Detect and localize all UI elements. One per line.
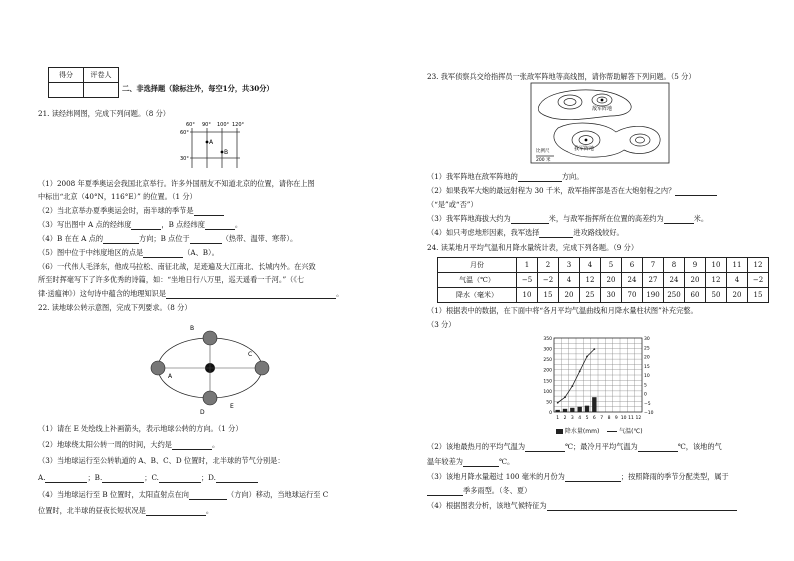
q22-title: 22. 读地球公转示意图，完成下列要求。（8 分） <box>38 303 192 312</box>
q24-line-2: （3 分） <box>427 320 456 329</box>
y-right-tick: −5 <box>644 401 651 407</box>
q24-line-1: （1）根据表中的数据，在下面中将“各月平均气温曲线和月降水量柱状图”补充完整。 <box>427 306 698 315</box>
q21-title: 21. 读经纬网图，完成下列问题。（8 分） <box>38 109 170 118</box>
q24-title: 24. 读某地月平均气温和月降水量统计表，完成下列各题。（9 分） <box>427 243 639 252</box>
q23-line-5: （4）如只考虑地形因素，我军选择 进攻路线较好。 <box>427 228 624 237</box>
y-left-tick: 250 <box>543 358 552 364</box>
precip-bar <box>585 406 589 412</box>
q23-title: 23. 我军侦察兵交给指挥员一张敌军阵地等高线图，请你帮助解答下列问题。（5 分） <box>427 72 696 81</box>
x-tick: 7 <box>600 416 604 421</box>
y-right-tick: 30 <box>644 337 650 342</box>
answer-blank[interactable] <box>511 215 549 224</box>
earth-orbit-diagram <box>148 318 278 418</box>
grid-point-a: A <box>209 139 214 146</box>
q21-line-8: 所至时挥毫写下了许多优秀的诗篇，如：“坐地日行八万里，巡天遥看一千河。”（《七 <box>38 275 305 284</box>
y-left-tick: 100 <box>543 389 552 395</box>
earth-icon-d <box>203 391 217 405</box>
score-box <box>48 67 119 98</box>
y-left-tick: 150 <box>543 379 552 385</box>
score-empty[interactable] <box>49 83 84 98</box>
y-right-tick: 5 <box>644 383 647 389</box>
contour-map <box>530 82 670 164</box>
answer-blank[interactable] <box>205 221 235 230</box>
precip-bar <box>592 397 596 412</box>
q23-line-3: （“是”或“否”） <box>427 200 478 209</box>
table-row-label: 气温（℃） <box>438 273 517 288</box>
x-tick: 5 <box>585 416 589 421</box>
q21-line-5: （4）B 在在 A 点的 方向；B 点位于 （热带、温带、寒带）。 <box>38 234 298 243</box>
answer-blank[interactable] <box>103 235 139 244</box>
y-right-tick: 10 <box>644 374 650 379</box>
q22-line-3: （3）当地球运行至公转轨道的 A、B、C、D 位置时，北半球的节气分别是： <box>38 456 285 465</box>
y-right-tick: −10 <box>644 411 654 416</box>
q24-line-3: （2）该地最热月的平均气温为 ℃；最冷月平均气温为 ℃，该地的气 <box>427 442 722 451</box>
y-left-tick: 200 <box>543 368 552 374</box>
x-tick: 10 <box>620 416 627 421</box>
answer-blank[interactable] <box>143 249 183 258</box>
answer-blank[interactable] <box>664 215 694 224</box>
y-right-tick: 20 <box>644 355 650 361</box>
grid-top-label: 120° <box>232 122 245 128</box>
q22-line-4: A. ；B. ；C. ；D. <box>38 473 258 483</box>
q22-line-6: 位置时，北半球的昼夜长短状况是 。 <box>38 506 214 515</box>
answer-blank[interactable] <box>638 443 678 452</box>
q21-line-4: （3）写出图中 A 点的经纬度 ，B 点经纬度 。 <box>38 220 243 229</box>
answer-blank[interactable] <box>190 235 222 244</box>
climate-chart <box>532 332 668 432</box>
answer-blank[interactable] <box>189 491 227 500</box>
answer-blank[interactable] <box>675 187 717 196</box>
map-label-my-position: 我军阵地 <box>574 146 595 152</box>
y-left-tick: 50 <box>546 400 552 406</box>
q24-line-5: （3）该地月降水量超过 100 毫米的月份为 ；按照降雨的季节分配类型，属于 <box>427 472 729 481</box>
answer-blank[interactable] <box>547 502 737 511</box>
orbit-label-a: A <box>168 373 173 380</box>
temperature-point <box>557 402 559 404</box>
x-tick: 11 <box>628 416 634 421</box>
x-tick: 6 <box>592 416 596 421</box>
q23-line-1: （1）我军阵地在敌军阵地的 方向。 <box>427 172 584 181</box>
answer-blank[interactable] <box>565 473 621 482</box>
answer-blank[interactable] <box>463 458 499 467</box>
temperature-point <box>571 385 573 387</box>
answer-blank[interactable] <box>159 474 201 483</box>
x-tick: 1 <box>556 416 560 421</box>
map-scale-label: 比例尺 <box>536 149 550 154</box>
answer-blank[interactable] <box>539 229 573 238</box>
q22-line-5: （4）当地球运行至 B 位置时，太阳直射点在向 （方向）移动，当地球运行至 C <box>38 490 329 499</box>
map-scale-value: 200 米 <box>536 158 551 163</box>
x-tick: 3 <box>570 416 574 421</box>
y-left-tick: 350 <box>543 337 552 342</box>
q22-line-1: （1）请在 E 处绘线上补画箭头，表示地球公转的方向。（1 分） <box>38 424 243 433</box>
orbit-label-e: E <box>230 403 234 410</box>
q21-line-7: （6）一代伟人毛泽东，他成马拉松、南征北战，足迹遍及大江南北、长城内外。在兴致 <box>38 262 316 271</box>
legend-precip: 降水量(mm) <box>564 428 600 435</box>
x-tick: 2 <box>563 416 567 421</box>
chart-legend <box>556 426 643 435</box>
orbit-label-b: B <box>190 325 195 332</box>
y-right-tick: 0 <box>644 392 647 398</box>
section-title: 二、非选择题（除标注外，每空1分，共30分） <box>122 84 274 93</box>
grader-empty[interactable] <box>84 83 119 98</box>
grid-top-label: 100° <box>217 122 230 128</box>
q21-line-2: 中标出“北京（40°N，116°E）” 的位置。（1 分） <box>38 192 197 201</box>
lat-lon-grid <box>180 120 260 175</box>
map-label-enemy-position: 敌军阵地 <box>592 106 613 112</box>
y-right-tick: 25 <box>644 346 650 352</box>
x-tick: 8 <box>607 416 611 421</box>
answer-blank[interactable] <box>102 474 144 483</box>
answer-blank[interactable] <box>172 441 212 450</box>
q21-line-3: （2）当北京举办夏季奥运会时，南半球的季节是 <box>38 206 224 216</box>
table-row: 气温（℃） −5 −2 4 12 20 24 27 24 20 12 4 −2 <box>438 273 769 288</box>
legend-line-swatch <box>607 431 617 432</box>
q24-line-7: （4）根据图表分析，该地气候特征为 <box>427 501 737 511</box>
earth-icon-c <box>255 361 269 375</box>
climate-table <box>437 257 769 303</box>
grid-top-label: 60° <box>186 122 195 128</box>
answer-blank[interactable] <box>45 474 87 483</box>
answer-blank[interactable] <box>525 443 565 452</box>
q21-line-1: （1）2008 年夏季奥运会我国北京举行。许多外国朋友不知道北京的位置，请你在上图 <box>38 179 315 188</box>
q24-line-4: 温年较差为 ℃。 <box>427 457 515 466</box>
orbit-label-c: C <box>248 351 253 358</box>
temperature-point <box>564 396 566 398</box>
temperature-point <box>593 348 595 350</box>
answer-blank[interactable] <box>166 290 336 299</box>
temperature-point <box>579 370 581 372</box>
precip-bar <box>577 407 581 412</box>
grader-cell: 评卷人 <box>84 68 119 83</box>
orbit-label-d: D <box>200 409 205 416</box>
q21-line-6: （5）图中位于中纬度地区的点是 （A、B）。 <box>38 248 219 257</box>
y-left-tick: 0 <box>549 411 552 416</box>
legend-temp: 气温(℃) <box>619 428 643 435</box>
grid-point-b: B <box>224 149 229 156</box>
answer-blank[interactable] <box>216 474 258 483</box>
x-tick: 4 <box>578 416 582 421</box>
precip-bar <box>563 409 567 412</box>
grid-left-label: 30° <box>180 156 189 162</box>
q24-line-6: 季多雨型。（冬、夏） <box>427 486 531 496</box>
answer-blank[interactable] <box>194 207 224 216</box>
table-row-label: 月份 <box>438 258 517 273</box>
grid-left-label: 60° <box>180 130 189 136</box>
legend-bar-swatch <box>556 429 563 434</box>
q21-line-9: 律·送瘟神》）这句诗中蕴含的地理知识是 。 <box>38 289 344 298</box>
grid-top-label: 90° <box>202 122 211 128</box>
q23-line-4: （3）我军阵地海拔大约为 米，与敌军指挥所在位置的高差约为 米。 <box>427 214 709 223</box>
q22-line-2: （2）地球绕太阳公转一周的时间，大约是 。 <box>38 440 220 449</box>
table-row-label: 降水（毫米） <box>438 288 517 303</box>
precip-bar <box>555 410 559 412</box>
q23-line-2: （2）如果我军大炮的最远射程为 30 千米，敌军指挥部是否在大炮射程之内？ <box>427 186 717 196</box>
x-tick: 9 <box>614 416 618 421</box>
precip-bar <box>570 408 574 412</box>
y-left-tick: 300 <box>543 347 552 353</box>
answer-blank[interactable] <box>146 507 206 516</box>
x-tick: 12 <box>635 416 642 421</box>
score-cell: 得分 <box>49 68 84 83</box>
earth-icon-b <box>203 331 217 345</box>
table-row: 降水（毫米） 10 15 20 25 30 70 190 250 60 50 20 15 <box>438 288 769 303</box>
answer-blank[interactable] <box>518 173 562 182</box>
answer-blank[interactable] <box>131 221 161 230</box>
table-row: 月份 1 2 3 4 5 6 7 8 9 10 11 12 <box>438 258 769 273</box>
earth-icon-a <box>151 361 165 375</box>
answer-blank[interactable] <box>427 487 463 496</box>
y-right-tick: 15 <box>644 364 650 370</box>
temperature-point <box>586 356 588 358</box>
